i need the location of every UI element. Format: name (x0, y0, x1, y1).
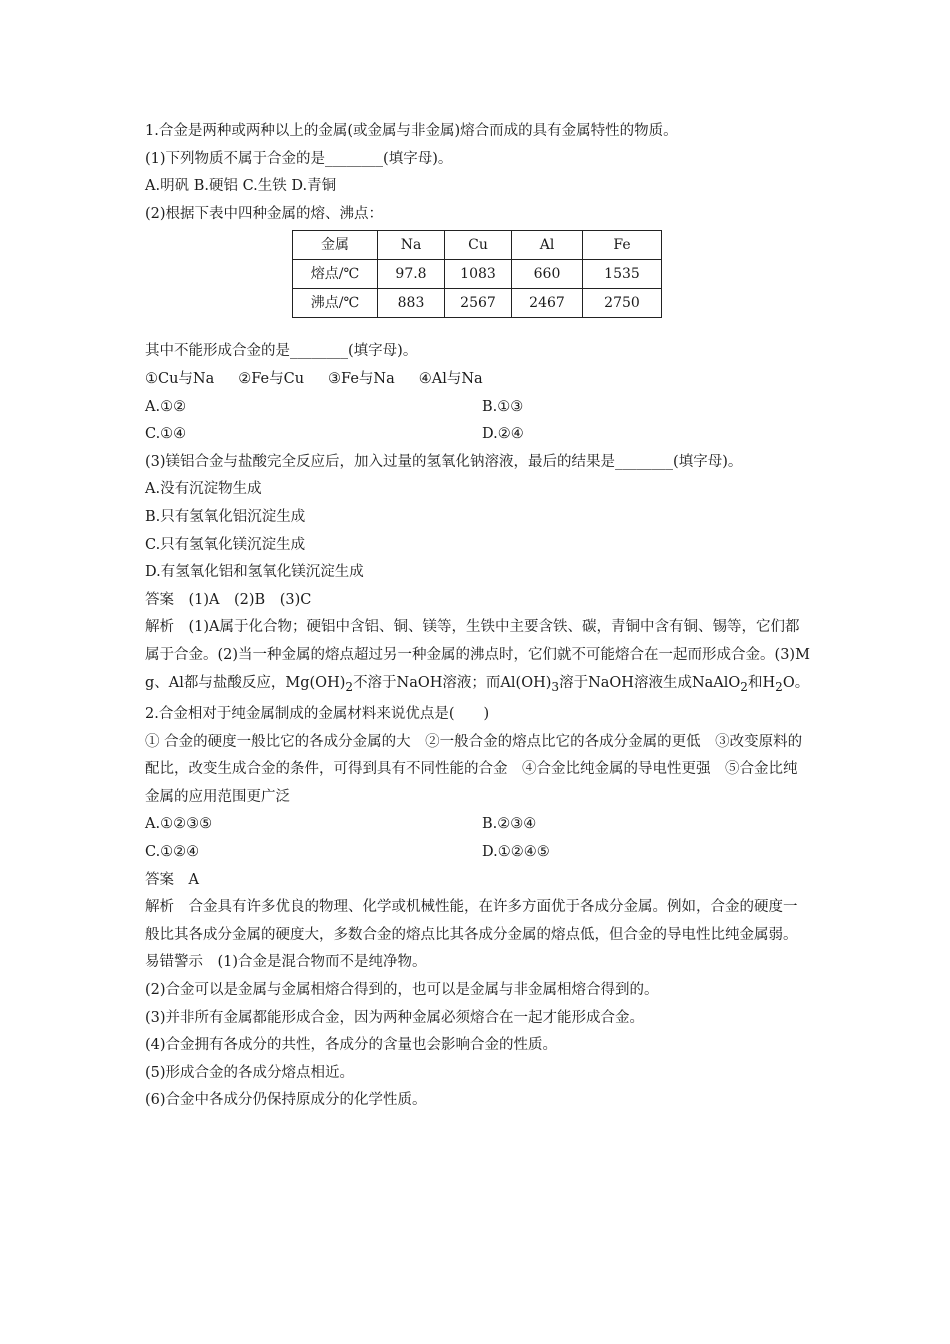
analysis-text: 溶于NaOH溶液生成NaAlO (559, 674, 741, 691)
table-header-row (293, 231, 662, 260)
pair-item: ④Al与Na (418, 370, 483, 387)
q2-choices-row (145, 839, 810, 867)
analysis-text: 不溶于NaOH溶液；而Al(OH) (353, 674, 552, 691)
table-cell: 1083 (445, 260, 512, 289)
q2-statements: ① 合金的硬度一般比它的各成分金属的大 ②一般合金的熔点比它的各成分金属的更低 ③改变原料的配比，改变生成合金的条件，可得到具有不同性能的合金 ④合金比纯金属的导电性更强 ⑤合金比纯金属的应用范围更广泛 (145, 733, 803, 805)
table-cell: Fe (583, 231, 662, 260)
subscript: 2 (740, 679, 748, 694)
pair-item: ③Fe与Na (328, 370, 395, 387)
warning-item: (5)形成合金的各成分熔点相近。 (145, 1064, 355, 1081)
melting-boiling-table (292, 230, 662, 318)
choice-c: C.①④ (145, 426, 187, 443)
q1-intro: 1.合金是两种或两种以上的金属(或金属与非金属)熔合而成的具有金属特性的物质。 (145, 123, 678, 139)
choice-d: D.②④ (482, 426, 524, 443)
table-cell: Al (512, 231, 583, 260)
choice-a: A.①② (145, 398, 187, 415)
table-cell: 2750 (583, 289, 662, 318)
warning-item: (2)合金可以是金属与金属相熔合得到的，也可以是金属与非金属相熔合得到的。 (145, 981, 659, 998)
pair-item: ②Fe与Cu (238, 370, 305, 387)
q1-part3-option-c: C.只有氢氧化镁沉淀生成 (145, 536, 306, 553)
table-cell: 金属 (293, 231, 378, 260)
table-cell: 沸点/℃ (293, 289, 378, 318)
analysis-text: O。 (782, 674, 810, 691)
analysis-text: 和H (747, 674, 776, 691)
table-cell: Cu (445, 231, 512, 260)
analysis-text: 解析 (1)A属于化合物；硬铝中含铝、铜、镁等，生铁中主要含铁、碳，青铜中含有铜、锡等，它们都属于合金。(2)当一种金属的熔点超过另一种金属的沸点时，它们就不可能熔合在一起而形成合金。(3)Mg、Al都与盐酸反应，Mg(OH) (145, 619, 810, 691)
q2-answer: 答案 A (145, 871, 199, 888)
subscript: 2 (345, 679, 354, 694)
table-cell: 2467 (512, 289, 583, 318)
choice-c: C.①②④ (145, 843, 200, 860)
document-content (145, 118, 810, 1115)
warnings-title: 易错警示 (1)合金是混合物而不是纯净物。 (145, 954, 427, 971)
pair-item: ①Cu与Na (145, 370, 215, 387)
table-cell: 1535 (583, 260, 662, 289)
choice-a: A.①②③⑤ (145, 816, 213, 833)
choice-b: B.②③④ (482, 816, 537, 833)
subscript: 2 (775, 679, 783, 694)
q1-part2-choices-row (145, 394, 810, 422)
q2-question: 2.合金相对于纯金属制成的金属材料来说优点是( ) (145, 705, 490, 722)
q1-part2-intro: (2)根据下表中四种金属的熔、沸点： (145, 205, 384, 222)
q1-part1-options: A.明矾 B.硬铝 C.生铁 D.青铜 (145, 178, 337, 195)
q1-answer: 答案 (1)A (2)B (3)C (145, 591, 312, 608)
choice-d: D.①②④⑤ (482, 843, 550, 860)
q2-analysis: 解析 合金具有许多优良的物理、化学或机械性能，在许多方面优于各成分金属。例如，合金的硬度一般比其各成分金属的硬度大，多数合金的熔点比其各成分金属的熔点低，但合金的导电性比纯金属弱。 (145, 899, 798, 943)
q1-part1-question: (1)下列物质不属于合金的是________(填字母)。 (145, 150, 453, 167)
melting-table-wrap (145, 228, 810, 338)
warning-item: (4)合金拥有各成分的共性，各成分的含量也会影响合金的性质。 (145, 1037, 558, 1054)
table-cell: 97.8 (378, 260, 445, 289)
q1-part3-option-b: B.只有氢氧化铝沉淀生成 (145, 508, 306, 525)
table-cell: 660 (512, 260, 583, 289)
q1-part3-question: (3)镁铝合金与盐酸完全反应后，加入过量的氢氧化钠溶液，最后的结果是________(填字母)。 (145, 453, 743, 470)
table-row (293, 260, 662, 289)
q1-part2-question: 其中不能形成合金的是________(填字母)。 (145, 343, 418, 360)
table-cell: 熔点/℃ (293, 260, 378, 289)
table-cell: 883 (378, 289, 445, 318)
q1-part2-pairs (145, 366, 810, 394)
table-cell: Na (378, 231, 445, 260)
q1-part3-option-a: A.没有沉淀物生成 (145, 481, 262, 498)
warning-item: (6)合金中各成分仍保持原成分的化学性质。 (145, 1092, 427, 1109)
subscript: 3 (551, 679, 560, 694)
q1-part3-option-d: D.有氢氧化铝和氢氧化镁沉淀生成 (145, 564, 364, 581)
table-cell: 2567 (445, 289, 512, 318)
q1-part2-choices-row (145, 421, 810, 449)
choice-b: B.①③ (482, 398, 524, 415)
warning-item: (3)并非所有金属都能形成合金，因为两种金属必须熔合在一起才能形成合金。 (145, 1009, 645, 1026)
table-row (293, 289, 662, 318)
q2-choices-row (145, 811, 810, 839)
q1-analysis (145, 614, 810, 701)
